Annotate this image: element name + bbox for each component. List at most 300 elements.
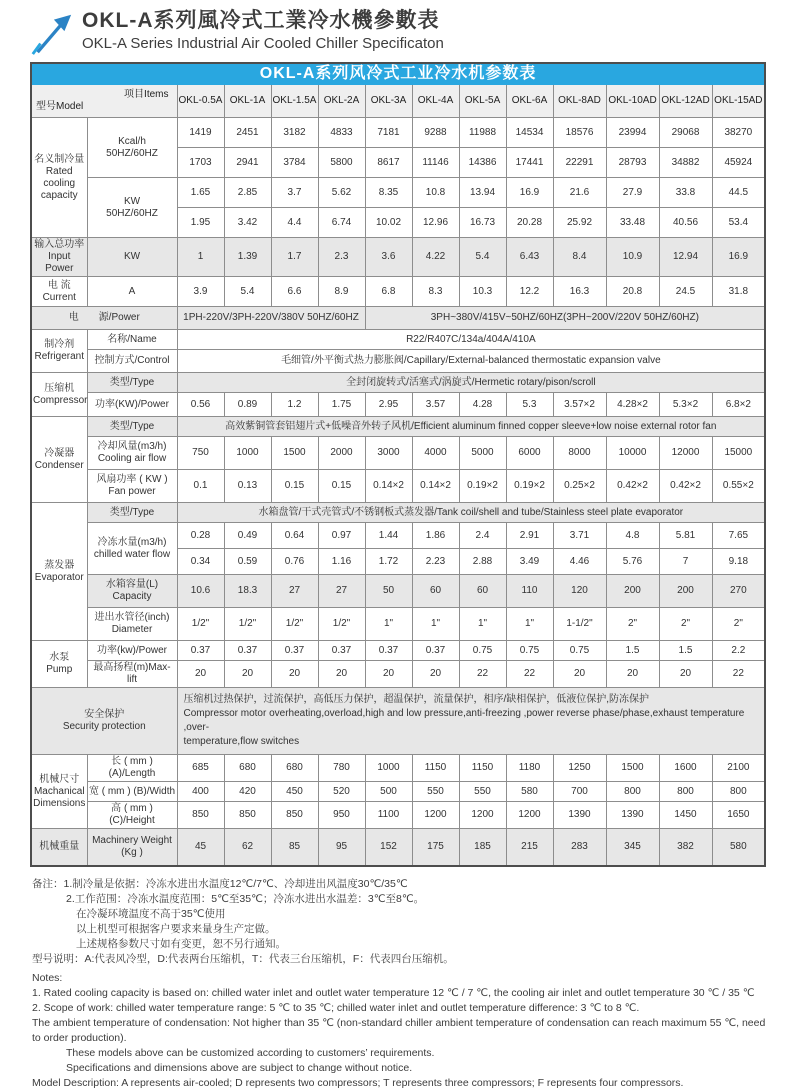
label-line: 机械尺寸	[39, 773, 80, 785]
label-line: 冷凝器	[44, 447, 75, 459]
cell-value: 53.4	[712, 208, 765, 238]
cell-value: 29068	[659, 118, 712, 148]
corner-model-label: 型号Model	[36, 101, 84, 112]
cell-value: 550	[459, 782, 506, 802]
spec-table	[30, 62, 766, 867]
row-group-label	[31, 277, 87, 307]
cell-value: 38270	[712, 118, 765, 148]
cell-value: 1600	[659, 755, 712, 782]
cell-value: 1500	[271, 437, 318, 470]
cell-value: 4000	[412, 437, 459, 470]
cell-value: 400	[177, 782, 224, 802]
cell-value: 34882	[659, 148, 712, 178]
label-line: temperature,flow switches	[183, 736, 300, 747]
cell-value: 215	[506, 829, 553, 867]
note-line: Model Description: A represents air-cooled; D represents two compressors; T represents three compressors; F represents four compressors.	[32, 1077, 684, 1089]
cell-value: 1/2"	[177, 608, 224, 641]
cell-value: 22	[712, 661, 765, 688]
cell-value: 9288	[412, 118, 459, 148]
cell-value: 95	[318, 829, 365, 867]
cell-value: 420	[224, 782, 271, 802]
cell-value: 5.4	[224, 277, 271, 307]
label-line: Refrigerant	[34, 351, 84, 362]
notes-section	[32, 877, 772, 1091]
cell-value: 110	[506, 575, 553, 608]
model-column-header: OKL-8AD	[553, 85, 606, 118]
cell-value: 1"	[365, 608, 412, 641]
cell-value: 3.6	[365, 238, 412, 277]
cell-value: 1100	[365, 802, 412, 829]
label-line: Capacity	[112, 591, 152, 602]
row-group-label	[31, 417, 87, 503]
cell-value: 9.18	[712, 549, 765, 575]
cell-value: 0.75	[553, 641, 606, 661]
note-line: Specifications and dimensions above are subject to change without notice.	[66, 1062, 413, 1074]
cell-value: 6.74	[318, 208, 365, 238]
cell-value: 283	[553, 829, 606, 867]
cell-value: 1	[177, 238, 224, 277]
label-line: Pump	[46, 664, 73, 675]
row-item-label	[87, 470, 177, 503]
cell-value: 0.19×2	[506, 470, 553, 503]
cell-value: 0.97	[318, 523, 365, 549]
cell-value: 0.14×2	[365, 470, 412, 503]
cell-value: 1200	[506, 802, 553, 829]
cell-value: 1200	[412, 802, 459, 829]
cell-value: 0.37	[365, 641, 412, 661]
row-group-label	[31, 641, 87, 688]
cell-value: 10.8	[412, 178, 459, 208]
cell-value: 1.86	[412, 523, 459, 549]
row-group-label: 机械重量	[31, 829, 87, 867]
label-line: Rated	[45, 165, 73, 177]
cell-value: 3.49	[506, 549, 553, 575]
cell-value: 3.57×2	[553, 393, 606, 417]
cell-value: 31.8	[712, 277, 765, 307]
label-line: chilled water flow	[93, 548, 171, 560]
label-line: Compressor	[33, 394, 88, 406]
merged-value-cell: 3PH~380V/415V~50HZ/60HZ(3PH~200V/220V 50HZ/60HZ)	[365, 307, 765, 330]
cell-value: 13.94	[459, 178, 506, 208]
cell-value: 680	[224, 755, 271, 782]
label-line: Machinery Weight	[92, 835, 172, 846]
label-line: 进出水管径(inch)	[94, 612, 170, 623]
cell-value: 0.75	[459, 641, 506, 661]
row-item-label	[87, 523, 177, 575]
cell-value: 0.56	[177, 393, 224, 417]
cell-value: 270	[712, 575, 765, 608]
cell-value: 16.9	[712, 238, 765, 277]
cell-value: 1/2"	[271, 608, 318, 641]
cell-value: 12.96	[412, 208, 459, 238]
cell-value: 1.5	[606, 641, 659, 661]
cell-value: 20	[412, 661, 459, 688]
label-line: capacity	[40, 189, 78, 201]
cell-value: 2941	[224, 148, 271, 178]
row-item-label	[87, 608, 177, 641]
model-column-header: OKL-0.5A	[177, 85, 224, 118]
cell-value: 50	[365, 575, 412, 608]
cell-value: 8.35	[365, 178, 412, 208]
row-item-label: 类型/Type	[87, 373, 177, 393]
cell-value: 0.37	[318, 641, 365, 661]
cell-value: 1000	[365, 755, 412, 782]
cell-value: 1390	[606, 802, 659, 829]
cell-value: 33.48	[606, 208, 659, 238]
cell-value: 21.6	[553, 178, 606, 208]
merged-value-cell: R22/R407C/134a/404A/410A	[177, 330, 765, 350]
spec-table-wrapper	[30, 62, 761, 867]
cell-value: 45924	[712, 148, 765, 178]
cell-value: 20	[365, 661, 412, 688]
cell-value: 7	[659, 549, 712, 575]
notes-zh	[32, 877, 772, 967]
label-line: KW	[123, 195, 141, 207]
label-line: 压缩机过热保护，过流保护，高低压力保护，超温保护，流量保护，相序/缺相保护，低液位保护,防冻保护	[183, 694, 650, 705]
label-line: Kcal/h	[118, 135, 146, 147]
cell-value: 12.94	[659, 238, 712, 277]
row-item-label: 最高扬程(m)Max-lift	[87, 661, 177, 688]
cell-value: 27	[318, 575, 365, 608]
cell-value: 3.57	[412, 393, 459, 417]
cell-value: 5000	[459, 437, 506, 470]
note-line: 1. Rated cooling capacity is based on: chilled water inlet and outlet water temperature 12 ℃ / 7 ℃, the cooling air inlet and outlet temperature 30 ℃ / 35 ℃	[32, 987, 755, 999]
cell-value: 8000	[553, 437, 606, 470]
cell-value: 8.4	[553, 238, 606, 277]
cell-value: 45	[177, 829, 224, 867]
cell-value: 1.65	[177, 178, 224, 208]
cell-value: 24.5	[659, 277, 712, 307]
label-line: Cooling air flow	[97, 453, 167, 464]
cell-value: 345	[606, 829, 659, 867]
cell-value: 1180	[506, 755, 553, 782]
cell-value: 5.81	[659, 523, 712, 549]
row-group-label	[31, 755, 87, 829]
note-line: 以上机型可根据客户要求来量身生产定做。	[76, 923, 276, 935]
cell-value: 22	[459, 661, 506, 688]
model-column-header: OKL-1.5A	[271, 85, 318, 118]
cell-value: 6.6	[271, 277, 318, 307]
row-item-label	[87, 178, 177, 238]
row-item-label: 高 ( mm ) (C)/Height	[87, 802, 177, 829]
row-item-label: 长 ( mm ) (A)/Length	[87, 755, 177, 782]
cell-value: 1.7	[271, 238, 318, 277]
page-subtitle: OKL-A Series Industrial Air Cooled Chiller Specificaton	[82, 35, 444, 52]
cell-value: 0.59	[224, 549, 271, 575]
cell-value: 44.5	[712, 178, 765, 208]
cell-value: 1.95	[177, 208, 224, 238]
cell-value: 5.4	[459, 238, 506, 277]
cell-value: 3.71	[553, 523, 606, 549]
cell-value: 0.75	[506, 641, 553, 661]
cell-value: 33.8	[659, 178, 712, 208]
cell-value: 5.76	[606, 549, 659, 575]
label-line: Evaporator	[34, 571, 84, 583]
row-group-label	[31, 330, 87, 373]
cell-value: 0.19×2	[459, 470, 506, 503]
cell-value: 12.2	[506, 277, 553, 307]
cell-value: 450	[271, 782, 318, 802]
cell-value: 175	[412, 829, 459, 867]
cell-value: 7.65	[712, 523, 765, 549]
cell-value: 1"	[459, 608, 506, 641]
cell-value: 1390	[553, 802, 606, 829]
cell-value: 152	[365, 829, 412, 867]
cell-value: 0.1	[177, 470, 224, 503]
cell-value: 0.15	[271, 470, 318, 503]
label-line: 电 流	[47, 279, 71, 291]
row-group-label: 电 源/Power	[31, 307, 177, 330]
cell-value: 2000	[318, 437, 365, 470]
cell-value: 185	[459, 829, 506, 867]
cell-value: 1.72	[365, 549, 412, 575]
note-line: 上述规格参数尺寸如有变更，恕不另行通知。	[76, 938, 286, 950]
cell-value: 1.39	[224, 238, 271, 277]
cell-value: 10.3	[459, 277, 506, 307]
cell-value: 0.28	[177, 523, 224, 549]
page-title: OKL-A系列風冷式工業冷水機參數表	[82, 9, 440, 32]
cell-value: 4.28×2	[606, 393, 659, 417]
cell-value: 23994	[606, 118, 659, 148]
cell-value: 1703	[177, 148, 224, 178]
label-line: 水泵	[49, 652, 70, 663]
cell-value: 5.3	[506, 393, 553, 417]
merged-value-cell: 水箱盘管/干式壳管式/不锈钢板式蒸发器/Tank coil/shell and tube/Stainless steel plate evaporator	[177, 503, 765, 523]
cell-value: 1-1/2"	[553, 608, 606, 641]
row-item-label: 功率(kw)/Power	[87, 641, 177, 661]
cell-value: 8617	[365, 148, 412, 178]
cell-value: 22291	[553, 148, 606, 178]
label-line: Diameter	[111, 624, 153, 635]
cell-value: 27.9	[606, 178, 659, 208]
cell-value: 2.23	[412, 549, 459, 575]
cell-value: 3.7	[271, 178, 318, 208]
label-line: 蒸发器	[44, 559, 75, 571]
cell-value: 1.16	[318, 549, 365, 575]
row-group-label	[31, 238, 87, 277]
cell-value: 1150	[459, 755, 506, 782]
model-column-header: OKL-5A	[459, 85, 506, 118]
cell-value: 580	[712, 829, 765, 867]
page-titles	[82, 8, 444, 53]
label-line: Current	[42, 291, 76, 303]
cell-value: 12000	[659, 437, 712, 470]
label-line: Compressor motor overheating,overload,high and low pressure,anti-freezing ,power reverse phase/phase,exhaust temperature ,over-	[183, 708, 745, 733]
merged-value-cell: 高效紫铜管套铝翅片式+低噪音外转子风机/Efficient aluminum finned copper sleeve+low noise external rotor fan	[177, 417, 765, 437]
cell-value: 16.3	[553, 277, 606, 307]
cell-value: 1150	[412, 755, 459, 782]
label-line: cooling	[43, 177, 76, 189]
cell-value: 1"	[506, 608, 553, 641]
cell-value: 0.15	[318, 470, 365, 503]
cell-value: 11146	[412, 148, 459, 178]
cell-value: 1450	[659, 802, 712, 829]
cell-value: 18.3	[224, 575, 271, 608]
cell-value: 0.64	[271, 523, 318, 549]
cell-value: 1.44	[365, 523, 412, 549]
cell-value: 62	[224, 829, 271, 867]
note-line: 在冷凝环境温度不高于35℃使用	[76, 908, 226, 920]
cell-value: 3000	[365, 437, 412, 470]
label-line: 制冷剂	[44, 339, 75, 350]
label-line: Input Power	[45, 251, 74, 274]
cell-value: 20	[224, 661, 271, 688]
cell-value: 3.42	[224, 208, 271, 238]
cell-value: 15000	[712, 437, 765, 470]
cell-value: 950	[318, 802, 365, 829]
cell-value: 520	[318, 782, 365, 802]
cell-value: 27	[271, 575, 318, 608]
row-item-label: 宽 ( mm ) (B)/Width	[87, 782, 177, 802]
cell-value: 3.9	[177, 277, 224, 307]
cell-value: 1650	[712, 802, 765, 829]
cell-value: 850	[224, 802, 271, 829]
row-group-label	[31, 503, 87, 641]
cell-value: 2"	[659, 608, 712, 641]
cell-value: 18576	[553, 118, 606, 148]
cell-value: 800	[712, 782, 765, 802]
cell-value: 2"	[712, 608, 765, 641]
cell-value: 4.22	[412, 238, 459, 277]
cell-value: 0.37	[177, 641, 224, 661]
logo-arrow-icon	[28, 10, 74, 56]
row-item-label	[87, 118, 177, 178]
row-item-label: 类型/Type	[87, 503, 177, 523]
cell-value: 17441	[506, 148, 553, 178]
cell-value: 2.88	[459, 549, 506, 575]
label-line: 水箱容量(L)	[105, 579, 159, 590]
cell-value: 800	[659, 782, 712, 802]
cell-value: 2100	[712, 755, 765, 782]
cell-value: 685	[177, 755, 224, 782]
label-line: Dimensions	[33, 797, 86, 809]
cell-value: 14386	[459, 148, 506, 178]
cell-value: 7181	[365, 118, 412, 148]
cell-value: 6000	[506, 437, 553, 470]
model-column-header: OKL-3A	[365, 85, 412, 118]
note-line: These models above can be customized according to customers’ requirements.	[66, 1047, 435, 1059]
row-item-label	[87, 829, 177, 867]
note-line: Notes:	[32, 972, 63, 984]
cell-value: 1.2	[271, 393, 318, 417]
cell-value: 1.75	[318, 393, 365, 417]
merged-value-cell: 1PH-220V/3PH-220V/380V 50HZ/60HZ	[177, 307, 365, 330]
row-group-label	[31, 688, 177, 755]
corner-cell	[31, 85, 177, 118]
cell-value: 680	[271, 755, 318, 782]
cell-value: 0.42×2	[606, 470, 659, 503]
cell-value: 3182	[271, 118, 318, 148]
cell-value: 20	[318, 661, 365, 688]
cell-value: 10.6	[177, 575, 224, 608]
cell-value: 3784	[271, 148, 318, 178]
label-line: 50HZ/60HZ	[106, 207, 158, 219]
row-group-label	[31, 118, 87, 238]
cell-value: 20.28	[506, 208, 553, 238]
row-item-label: 类型/Type	[87, 417, 177, 437]
model-column-header: OKL-1A	[224, 85, 271, 118]
label-line: 压缩机	[44, 382, 75, 394]
cell-value: 1250	[553, 755, 606, 782]
model-column-header: OKL-4A	[412, 85, 459, 118]
cell-value: 850	[271, 802, 318, 829]
label-line: Condenser	[34, 459, 84, 471]
label-line: Fan power	[108, 486, 156, 497]
cell-value: 200	[606, 575, 659, 608]
cell-value: 2.2	[712, 641, 765, 661]
row-item-label	[87, 437, 177, 470]
cell-value: 0.42×2	[659, 470, 712, 503]
note-line: 2.工作范围：冷冻水温度范围：5℃至35℃；冷冻水进出水温差：3℃至8℃。	[66, 893, 425, 905]
note-line: The ambient temperature of condensation: Not higher than 35 ℃ (non-standard chiller ambient temperature of condensation can reach maximum 55 ℃, need to order production).	[32, 1017, 766, 1044]
label-line: 风扇功率 ( KW )	[96, 474, 168, 485]
label-line: 冷却风量(m3/h)	[97, 441, 167, 452]
label-line: 冷冻水量(m3/h)	[97, 536, 167, 548]
cell-value: 60	[459, 575, 506, 608]
note-line: 备注：1.制冷量是依据：冷冻水进出水温度12℃/7℃、冷却进出风温度30℃/35℃	[32, 878, 408, 890]
cell-value: 16.9	[506, 178, 553, 208]
model-column-header: OKL-15AD	[712, 85, 765, 118]
row-group-label	[31, 373, 87, 417]
label-line: 名义制冷量	[34, 153, 85, 165]
cell-value: 780	[318, 755, 365, 782]
label-line: Security protection	[62, 721, 146, 732]
cell-value: 5800	[318, 148, 365, 178]
cell-value: 6.8	[365, 277, 412, 307]
row-item-label: 功率(KW)/Power	[87, 393, 177, 417]
label-line: 50HZ/60HZ	[106, 147, 158, 159]
cell-value: 4.4	[271, 208, 318, 238]
cell-value: 0.37	[224, 641, 271, 661]
cell-value: 1/2"	[224, 608, 271, 641]
cell-value: 0.37	[412, 641, 459, 661]
cell-value: 10000	[606, 437, 659, 470]
cell-value: 1419	[177, 118, 224, 148]
row-item-label: 控制方式/Control	[87, 350, 177, 373]
cell-value: 10.9	[606, 238, 659, 277]
cell-value: 580	[506, 782, 553, 802]
cell-value: 1200	[459, 802, 506, 829]
label-line: Machanical	[33, 785, 85, 797]
row-item-label: A	[87, 277, 177, 307]
cell-value: 700	[553, 782, 606, 802]
cell-value: 4.8	[606, 523, 659, 549]
cell-value: 6.8×2	[712, 393, 765, 417]
cell-value: 8.3	[412, 277, 459, 307]
model-column-header: OKL-6A	[506, 85, 553, 118]
cell-value: 120	[553, 575, 606, 608]
cell-value: 1000	[224, 437, 271, 470]
cell-value: 2"	[606, 608, 659, 641]
note-line: 型号说明：A:代表风冷型，D:代表两台压缩机，T：代表三台压缩机，F：代表四台压缩机。	[32, 953, 454, 965]
cell-value: 20	[271, 661, 318, 688]
cell-value: 2.4	[459, 523, 506, 549]
cell-value: 1.5	[659, 641, 712, 661]
cell-value: 382	[659, 829, 712, 867]
cell-value: 25.92	[553, 208, 606, 238]
row-item-label	[87, 575, 177, 608]
label-line: 输入总功率	[34, 239, 85, 250]
cell-value: 0.14×2	[412, 470, 459, 503]
cell-value: 200	[659, 575, 712, 608]
table-title: OKL-A系列风冷式工业冷水机参数表	[31, 63, 765, 85]
cell-value: 2451	[224, 118, 271, 148]
merged-value-cell: 全封闭旋转式/活塞式/涡旋式/Hermetic rotary/pison/scroll	[177, 373, 765, 393]
cell-value: 20	[553, 661, 606, 688]
cell-value: 20	[177, 661, 224, 688]
notes-en	[32, 971, 772, 1091]
cell-value: 4833	[318, 118, 365, 148]
